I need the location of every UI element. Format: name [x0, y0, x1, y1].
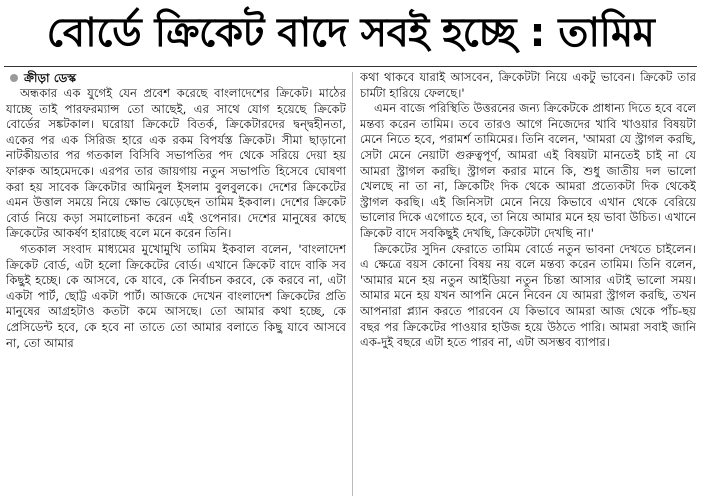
paragraph: এমন বাজে পরিস্থিতি উত্তরনের জন্য ক্রিকেটকে প্রাধান্য দিতে হবে বলে মন্তব্য করেন তামিম। তবে তারও আগে নিজেদের খাবি খাওয়ার বিষয়টা মেনে নিতে হবে, পরামর্শ তামিমের। তিনি বলেন, 'আমরা যে স্ট্রাগল করছি, সেটা মেনে নেয়াটা গুরুত্বপূর্ণ, আমরা এই বিষয়টা মানতেই চাই না যে আমরা স্ট্রাগল করছি। স্ট্রাগল করার মানে কি, শুধু জাতীয় দল ভালো খেলছে না তা না, ক্রিকেটিং দিক থেকে আমরা প্রত্যেকটা দিক থেকেই স্ট্রাগল করছি। এই জিনিসটা মেনে নিয়ে কিভাবে এখান থেকে বেরিয়ে ভালোর দিকে এগোতে হবে, তা নিয়ে আমার মনে হয় ভাবা উচিত। এখানে ক্রিকেট বাদে সবকিছুই দেখছি, ক্রিকেটটা দেখছি না।'	[360, 101, 696, 240]
paragraph: ক্রিকেটের সুদিন ফেরাতে তামিম বোর্ডে নতুন ভাবনা দেখতে চাইলেন। এ ক্ষেত্রে বয়স কোনো বিষয় নয় বলে মন্তব্য করেন তামিম। তিনি বলেন, 'আমার মনে হয় নতুন আইডিয়া নতুন চিন্তা আসার এটাই ভালো সময়। আমার মনে হয় যখন আপনি মেনে নিবেন যে আমরা স্ট্রাগল করছি, তখন আপনারা প্ল্যান করতে পারবেন যে কিভাবে আমরা আজ থেকে পাঁচ-ছয় বছর পর ক্রিকেটের পাওয়ার হাউজ হয়ে উঠতে পারি। আমরা সবাই জানি এক-দুই বছরে এটা হতে পারব না, এটা অসম্ভব ব্যাপার।	[360, 241, 696, 350]
desk-byline	[10, 70, 346, 86]
headline: বোর্ডে ক্রিকেট বাদে সবই হচ্ছে : তামিম	[46, 10, 655, 56]
desk-label: ক্রীড়া ডেস্ক	[24, 71, 77, 85]
paragraph: গতকাল সংবাদ মাধ্যমের মুখোমুখি তামিম ইকবাল বলেন, 'বাংলাদেশ ক্রিকেট বোর্ড, এটা হলো ক্রিকেটের বোর্ড। এখানে ক্রিকেট বাদে বাকি সব কিছুই হচ্ছে। কে আসবে, কে যাবে, কে নির্বাচন করবে, কে করবে না, এটা একটা পার্ট, ছোট্ট একটা পার্ট। আজকে দেখেন বাংলাদেশ ক্রিকেটের প্রতি মানুষের আগ্রহটাও কতটা কমে আসছে। তো আমার কথা হচ্ছে, কে প্রেসিডেন্ট হবে, কে হবে না তাতে তো আমার বলাতে কিছু যাবে আসবে না, তো আমার	[6, 241, 346, 350]
column-divider	[352, 72, 353, 496]
headline-rule	[4, 66, 697, 67]
right-column	[360, 70, 696, 498]
paragraph: কথা থাকবে যারাই আসবেন, ক্রিকেটটা নিয়ে একটু ভাবেন। ক্রিকেট তার চার্মটা হারিয়ে ফেলছে।'	[360, 70, 696, 100]
paragraph: অন্ধকার এক যুগেই যেন প্রবেশ করেছে বাংলাদেশের ক্রিকেট। মাঠের যাচ্ছে তাই পারফরম্যান্স তো আছেই, এর সাথে যোগ হয়েছে ক্রিকেট বোর্ডের সঙ্কটকাল। ঘরোয়া ক্রিকেটে বিতর্ক, ক্রিকেটারদের দ্বন্দ্বহীনতা, একের পর এক সিরিজ হারে এক রকম বিপর্যস্ত ক্রিকেট। সীমা ছাড়ানো নাটকীয়তার পর গতকাল বিসিবি সভাপতির পদ থেকে সরিয়ে দেয়া হয় ফারুক আহমেদকে। এরপর তার জায়গায় নতুন সভাপতি হিসেবে ঘোষণা করা হয় সাবেক ক্রিকেটার আমিনুল ইসলাম বুলবুলকে। দেশের ক্রিকেটের এমন উত্তাল সময়ে নিয়ে ক্ষোভ ঝেড়েছেন তামিম ইকবাল। দেশের ক্রিকেট বোর্ড নিয়ে কড়া সমালোচনা করেন এই ওপেনার। দেশের মানুষের কাছে ক্রিকেটের আকর্ষণ হারাচ্ছে বলে মনে করেন তিনি।	[6, 86, 346, 241]
bullet-icon	[10, 74, 18, 82]
left-column	[6, 70, 346, 498]
